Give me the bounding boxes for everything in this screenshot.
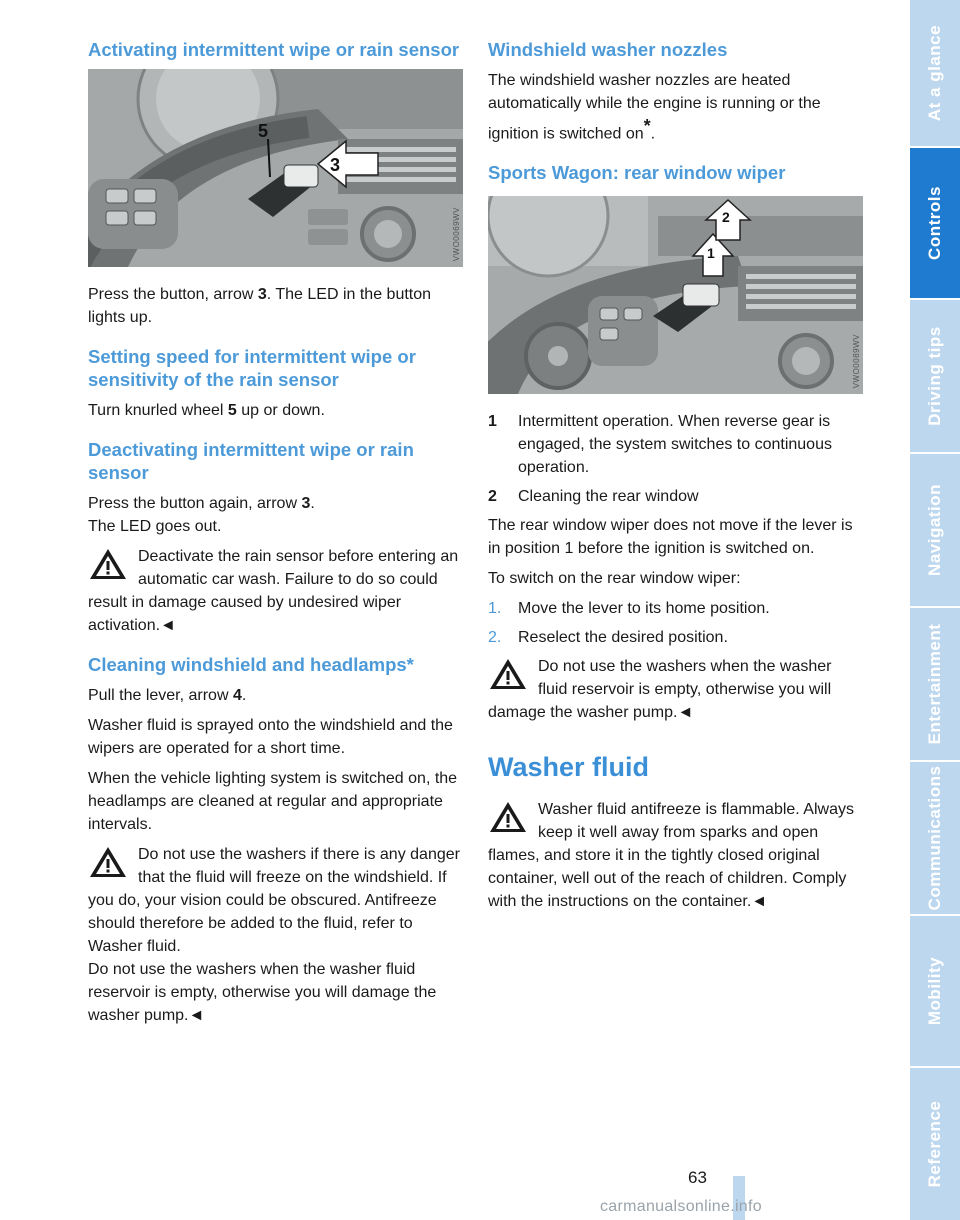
photo-code: VWO0089WV [852,334,861,389]
list-item: 2 Cleaning the rear window [488,488,699,506]
steps-list [488,597,863,649]
rear-wiper-illustration [488,196,863,394]
tab-at-a-glance[interactable]: At a glance [910,0,960,148]
warning-triangle-icon [488,657,528,691]
tab-mobility[interactable]: Mobility [910,916,960,1068]
heading-washer-fluid: Washer fluid [488,752,650,783]
tab-reference[interactable]: Reference [910,1068,960,1220]
warning-rain-sensor [88,545,463,637]
right-column [488,38,863,923]
label-position-2: 2 [722,209,730,226]
heading-wagon: Sports Wagon: rear window wiper [488,162,786,184]
heading-cleaning: Cleaning windshield and headlamps* [88,654,414,675]
end-mark: ◄ [677,704,694,722]
end-mark: ◄ [160,617,176,634]
warning-triangle-icon [88,547,128,581]
position-list [488,410,863,508]
warning-flammable [488,798,863,913]
warning-freeze [88,843,463,1027]
list-item: 1 Intermittent operation. When reverse gear is engaged, the system switches to continuous operation. [488,413,832,477]
para-headlamps: When the vehicle lighting system is switched on, the headlamps are cleaned at regular and appropriate intervals. [88,770,458,833]
watermark: carmanualsonline.info [600,1198,762,1215]
warning-text: Do not use the washers if there is any danger that the fluid will freeze on the windshield. If you do, your vision could be obscured. Antifreeze should therefore be added to the fluid, refer to Washer fluid. [88,846,460,955]
para-press-again: Press the button again, arrow 3. [88,495,315,512]
wiper-lever-illustration [88,69,463,267]
left-column [88,38,463,1037]
warning-text: Washer fluid antifreeze is flammable. Always keep it well away from sparks and open flames, and store it in the tightly closed original container, well out of the reach of children. Comply with the instructions on the container. [488,801,854,911]
para-switch-on: To switch on the rear window wiper: [488,570,741,588]
warning-text: Do not use the washers when the washer fluid reservoir is empty, otherwise you will damage the washer pump. [488,658,832,722]
end-mark: ◄ [188,1007,205,1024]
para-press-button: Press the button, arrow 3. The LED in the button lights up. [88,286,432,326]
list-item: 2. Reselect the desired position. [488,629,728,647]
label-arrow-3: 3 [330,155,341,175]
section-tabs [910,0,960,1220]
para-not-move: The rear window wiper does not move if the lever is in position 1 before the ignition is switched on. [488,517,853,558]
list-item: 1. Move the lever to its home position. [488,600,770,618]
option-star: * [643,116,651,136]
heading-deactivate: Deactivating intermittent wipe or rain sensor [88,439,414,483]
end-mark: ◄ [751,893,768,911]
photo-rear-wiper [488,196,863,394]
page-number: 63 [688,1168,707,1187]
tab-driving-tips[interactable]: Driving tips [910,300,960,454]
warning-empty-reservoir [488,655,863,724]
tab-entertainment[interactable]: Entertainment [910,608,960,762]
warning-triangle-icon [88,845,128,879]
para-nozzles: The windshield washer nozzles are heated automatically while the engine is running or the ignition is switched on*. [488,72,821,143]
warning-triangle-icon [488,800,528,834]
para-led-out: The LED goes out. [88,518,222,535]
tab-communications[interactable]: Communications [910,762,960,916]
heading-speed: Setting speed for intermittent wipe or sensitivity of the rain sensor [88,346,416,390]
tab-controls[interactable]: Controls [910,148,960,300]
para-fluid-sprayed: Washer fluid is sprayed onto the windshield and the wipers are operated for a short time. [88,717,453,757]
tab-navigation[interactable]: Navigation [910,454,960,608]
photo-code: VWO0069WV [452,206,461,261]
para-pull-lever: Pull the lever, arrow 4. [88,687,247,704]
photo-wiper-lever [88,69,463,267]
label-wheel-5: 5 [258,121,269,141]
heading-nozzles: Windshield washer nozzles [488,39,728,60]
label-position-1: 1 [707,245,715,262]
warning-text-2: Do not use the washers when the washer fluid reservoir is empty, otherwise you will damage the washer pump. [88,961,437,1024]
warning-text: Deactivate the rain sensor before entering an automatic car wash. Failure to do so could result in damage caused by undesired wiper activation. [88,548,459,634]
heading-activate: Activating intermittent wipe or rain sensor [88,39,460,60]
para-knurled-wheel: Turn knurled wheel 5 up or down. [88,402,325,419]
